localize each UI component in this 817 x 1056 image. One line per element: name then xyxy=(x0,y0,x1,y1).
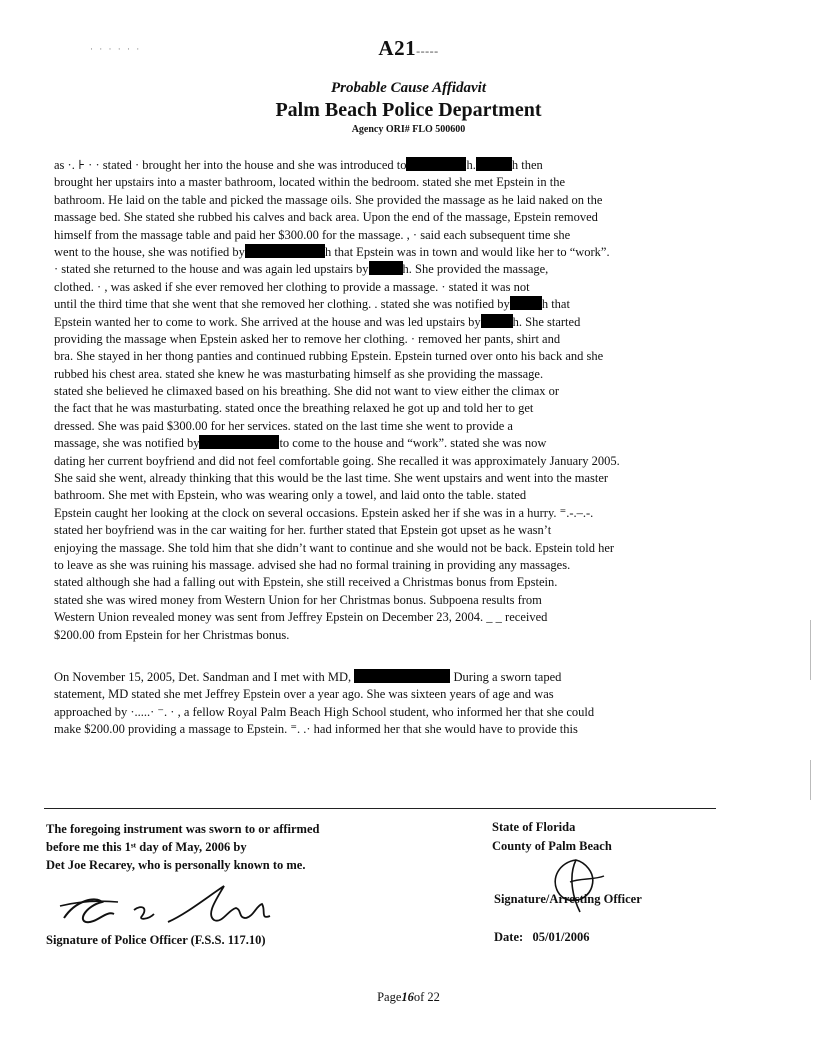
text-line: clothed. · , was asked if she ever removed her clothing to provide a massage. · stated it was not xyxy=(54,279,530,294)
jurisdiction-block xyxy=(492,818,612,856)
text-line: make $200.00 providing a massage to Epstein. ⁼. .· had informed her that she would have to provide this xyxy=(54,722,578,737)
page-id: A21 xyxy=(378,36,417,60)
scan-edge-mark xyxy=(810,760,811,800)
sworn-line: before me this 1ˢᵗ day of May, 2006 by xyxy=(46,840,247,854)
sworn-statement xyxy=(46,820,319,874)
redaction-box xyxy=(245,244,325,258)
sworn-line: Det Joe Recarey, who is personally known to me. xyxy=(46,858,306,872)
text-line: Epstein caught her looking at the clock on several occasions. Epstein asked her if she was in a hurry. ⁼.-.–.-. xyxy=(54,505,594,520)
text-line: $200.00 from Epstein for her Christmas bonus. xyxy=(54,627,290,642)
text-line: enjoying the massage. She told him that she didn’t want to continue and she would not be back. Epstein told her xyxy=(54,540,615,555)
document-title: Probable Cause Affidavit xyxy=(331,80,486,96)
text-line: himself from the massage table and paid her $300.00 for the massage. , · said each subsequent time she xyxy=(54,227,571,242)
text-line: bathroom. He laid on the table and picked the massage oils. She provided the massage as he laid naked on the xyxy=(54,192,603,207)
sworn-line: The foregoing instrument was sworn to or affirmed xyxy=(46,822,320,836)
text-line: Western Union revealed money was sent from Jeffrey Epstein on December 23, 2004. _ _ received xyxy=(54,610,548,625)
redaction-box xyxy=(481,314,513,328)
affidavit-body xyxy=(54,157,724,739)
page-prefix: Page xyxy=(377,990,402,1004)
redaction-box xyxy=(199,435,279,449)
text-line: until the third time that she went that she removed her clothing. . stated she was notified by h that xyxy=(54,297,570,312)
arresting-officer-signature xyxy=(540,852,620,922)
section-divider xyxy=(44,808,716,809)
text-line: Epstein wanted her to come to work. She arrived at the house and was led upstairs by h. She started xyxy=(54,314,581,329)
redaction-box xyxy=(369,261,403,275)
text-line: dating her current boyfriend and did not feel comfortable going. She recalled it was approximately January 2005. xyxy=(54,453,620,468)
text-line: went to the house, she was notified by h that Epstein was in town and would like her to “work”. xyxy=(54,244,610,259)
page-of: of xyxy=(413,990,425,1004)
paragraph-2 xyxy=(54,669,724,739)
scan-edge-mark xyxy=(810,620,811,680)
total-pages: 22 xyxy=(427,990,440,1004)
county-label: County of Palm Beach xyxy=(492,839,612,853)
scan-noise: · · · · · · xyxy=(90,44,142,54)
text-line: providing the massage when Epstein asked her to remove her clothing. · removed her pants, shirt and xyxy=(54,331,561,346)
text-line: massage, she was notified by to come to the house and “work”. stated she was now xyxy=(54,436,547,451)
state-label: State of Florida xyxy=(492,820,576,834)
page-footer xyxy=(0,990,817,1005)
agency-ori: Agency ORI# FLO 500600 xyxy=(351,124,466,135)
text-line: bathroom. She met with Epstein, who was wearing only a towel, and laid onto the table. stated xyxy=(54,488,527,503)
signature-date xyxy=(494,930,589,945)
page-id-dash: ----- xyxy=(416,44,439,58)
page-identifier xyxy=(0,36,817,61)
text-line: dressed. She was paid $300.00 for her services. stated on the last time she went to provide a xyxy=(54,418,513,433)
text-line: On November 15, 2005, Det. Sandman and I met with MD, During a sworn taped xyxy=(54,669,562,684)
department-name: Palm Beach Police Department xyxy=(275,99,542,121)
current-page: 16 xyxy=(401,990,414,1004)
text-line: to leave as she was ruining his massage. advised she had no formal training in providing any massages. xyxy=(54,557,571,572)
arresting-signature-label: Signature/Arresting Officer xyxy=(494,892,642,906)
police-officer-signature xyxy=(56,880,286,936)
text-line: rubbed his chest area. stated she knew he was masturbating himself as she providing the massage. xyxy=(54,366,544,381)
redaction-box xyxy=(354,669,450,683)
text-line: stated although she had a falling out with Epstein, she still received a Christmas bonus from Epstein. xyxy=(54,575,558,590)
police-signature-label: Signature of Police Officer (F.S.S. 117.10) xyxy=(46,933,266,947)
text-line: She said she went, already thinking that this would be the last time. She went upstairs and went into the master xyxy=(54,471,609,486)
text-line: massage bed. She stated she rubbed his calves and back area. Upon the end of the massage, Epstein removed xyxy=(54,210,598,225)
text-line: the fact that he was masturbating. stated once the breathing relaxed he got up and told her to get xyxy=(54,401,534,416)
text-line: stated she was wired money from Western Union for her Christmas bonus. Subpoena results from xyxy=(54,592,542,607)
text-line: stated she believed he climaxed based on his breathing. She did not want to view either the climax or xyxy=(54,384,560,399)
redaction-box xyxy=(510,296,542,310)
document-header xyxy=(0,80,817,135)
date-label: Date: xyxy=(494,930,524,944)
text-line: statement, MD stated she met Jeffrey Epstein over a year ago. She was sixteen years of age and was xyxy=(54,687,554,702)
text-line: · stated she returned to the house and was again led upstairs by h. She provided the massage, xyxy=(54,262,549,277)
text-line: brought her upstairs into a master bathroom, located within the bedroom. stated she met Epstein in the xyxy=(54,175,565,190)
paragraph-1 xyxy=(54,157,724,644)
date-value: 05/01/2006 xyxy=(532,930,590,944)
redaction-box xyxy=(476,157,512,171)
redaction-box xyxy=(406,157,466,171)
text-line: bra. She stayed in her thong panties and continued rubbing Epstein. Epstein turned over onto his back and she xyxy=(54,349,604,364)
text-line: stated her boyfriend was in the car waiting for her. further stated that Epstein got upset as he wasn’t xyxy=(54,523,552,538)
text-line: as ·. ⊦ · · stated · brought her into the house and she was introduced to h. h then xyxy=(54,158,543,172)
text-line: approached by ·.....· ⁻. · , a fellow Royal Palm Beach High School student, who informed her that she could xyxy=(54,704,595,719)
